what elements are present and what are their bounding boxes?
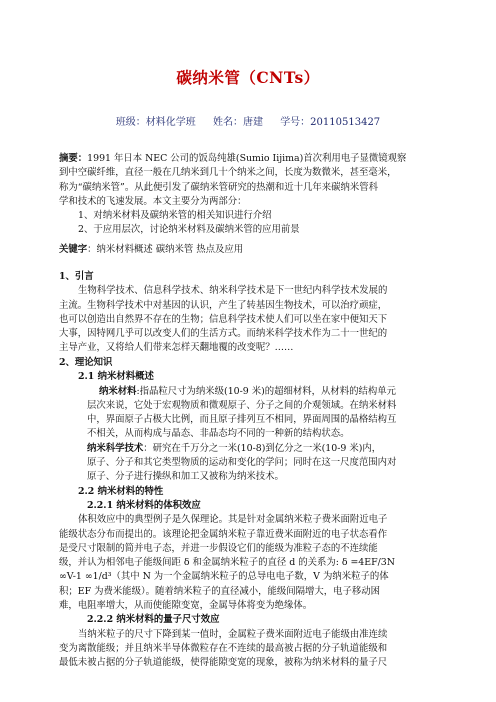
definition-label: 纳米科学技术	[87, 442, 144, 454]
paragraph-line: 体积效应中的典型例子是久保理论。其是针对金属纳米粒子费米面附近电子	[78, 514, 388, 526]
subsection-heading: 2.2 纳米材料的特性	[78, 485, 164, 497]
name-label: 姓名：唐建	[213, 117, 263, 128]
paragraph-line: 原子、分子和其它类型物质的运动和变化的学问；同时在这一尺度范围内对	[87, 457, 397, 469]
keywords-block	[59, 243, 445, 257]
paragraph-line: ∞V-1 ∞1/d³（其中 N 为一个金属纳米粒子的总导电电子数，V 为纳米粒子的体	[59, 571, 389, 583]
paragraph-line: 主导产业，又将给人们带来怎样天翻地覆的改变呢？……	[59, 342, 294, 354]
paragraph-line: 生物科学技术、信息科学技术、纳米科学技术是下一世纪内科学技术发展的	[78, 285, 388, 297]
abstract-line: 学和技术的飞速发展。本文主要分为两部分：	[59, 195, 247, 207]
abstract-text: 1991 年日本 NEC 公司的饭岛纯雄(Sumio Iijima)首次利用电子显微镜观察	[87, 153, 407, 164]
abstract-line: 称为“碳纳米管”。从此便引发了碳纳米管研究的热潮和近十几年来碳纳米管科	[59, 181, 378, 193]
definition-text: ：研究在千万分之一米(10-8)到亿分之一米(10-9 米)内，	[143, 442, 382, 454]
paragraph-line: 级，并认为相邻电子能级间距 δ 和金属纳米粒子的直径 d 的关系为: δ =4EF/3N	[59, 557, 395, 569]
paragraph-line: 大事，因特网几乎可以改变人们的生活方式。而纳米科学技术作为二十一世纪的	[59, 328, 388, 340]
section-heading: 1、引言	[59, 271, 94, 282]
paragraph-line: 是受尺寸限制的简并电子态，并进一步假设它们的能级为准粒子态的不连续能	[59, 542, 378, 554]
abstract-label: 摘要：	[59, 153, 88, 164]
section-introduction	[59, 270, 445, 356]
paragraph-line: 原子、分子进行操纵和加工又被称为纳米技术。	[87, 471, 284, 483]
paragraph-line: 中，界面原子占极大比例，而且原子排列互不相同，界面周围的晶格结构互	[87, 414, 397, 426]
abstract-first-line	[59, 152, 445, 166]
abstract-block	[59, 152, 445, 238]
definition-text: :指晶粒尺寸为纳米级(10-9 米)的超细材料，从材料的结构单元	[136, 385, 397, 397]
paragraph-line: 最低未被占据的分子轨道能级，使得能隙变宽的现象，被称为纳米材料的量子尺	[59, 657, 388, 669]
keywords-text: ：纳米材料概述 碳纳米管 热点及应用	[87, 244, 244, 255]
abstract-line: 到中空碳纤维，直径一般在几纳米到几十个纳米之间，长度为数微米，甚至毫米，	[59, 167, 397, 179]
subsubsection-heading: 2.2.1 纳米材料的体积效应	[87, 499, 201, 511]
paragraph-line: 也可以创造出自然界不存在的生物；信息科学技术使人们可以坐在家中便知天下	[59, 313, 388, 325]
abstract-list-item: 2、于应用层次，讨论纳米材料及碳纳米管的应用前景	[78, 224, 300, 236]
paragraph-line: 层次来说，它处于宏观物质和微观原子、分子之间的介观领域。在纳米材料	[87, 399, 397, 411]
subsubsection-heading: 2.2.2 纳米材料的量子尺寸效应	[87, 614, 220, 626]
section-theory	[59, 356, 445, 671]
keywords-label: 关键字	[59, 244, 88, 255]
student-id-label: 学号：20110513427	[280, 117, 381, 128]
definition-line	[59, 442, 445, 456]
paragraph-line: 变为离散能级；并且纳米半导体微粒存在不连续的最高被占据的分子轨道能级和	[59, 642, 388, 654]
paragraph-line: 难，电阻率增大，从而使能隙变宽，金属导体将变为绝缘体。	[59, 600, 313, 612]
paragraph-line: 主流。生物科学技术中对基因的认识，产生了转基因生物技术，可以治疗顽症，	[59, 299, 388, 311]
subsection-heading: 2.1 纳米材料概述	[78, 371, 154, 383]
section-heading: 2、理论知识	[59, 357, 113, 368]
paragraph-line: 积；EF 为费米能级）。随着纳米粒子的直径减小，能级间隔增大，电子移动困	[59, 585, 381, 597]
definition-line	[59, 385, 445, 399]
paragraph-line: 能级状态分布而提出的。该理论把金属纳米粒子靠近费米面附近的电子状态看作	[59, 528, 388, 540]
abstract-list-item: 1、对纳米材料及碳纳米管的相关知识进行介绍	[78, 210, 272, 222]
page-title: 碳纳米管（CNTs）	[176, 68, 320, 87]
author-byline	[0, 113, 496, 128]
paragraph-line: 不相关，从而构成与晶态、非晶态均不同的一种新的结构状态。	[87, 428, 350, 440]
paragraph-line: 当纳米粒子的尺寸下降到某一值时，金属粒子费米面附近电子能级由准连续	[78, 628, 388, 640]
class-label: 班级：材料化学班	[115, 117, 196, 128]
definition-label: 纳米材料	[99, 385, 137, 397]
